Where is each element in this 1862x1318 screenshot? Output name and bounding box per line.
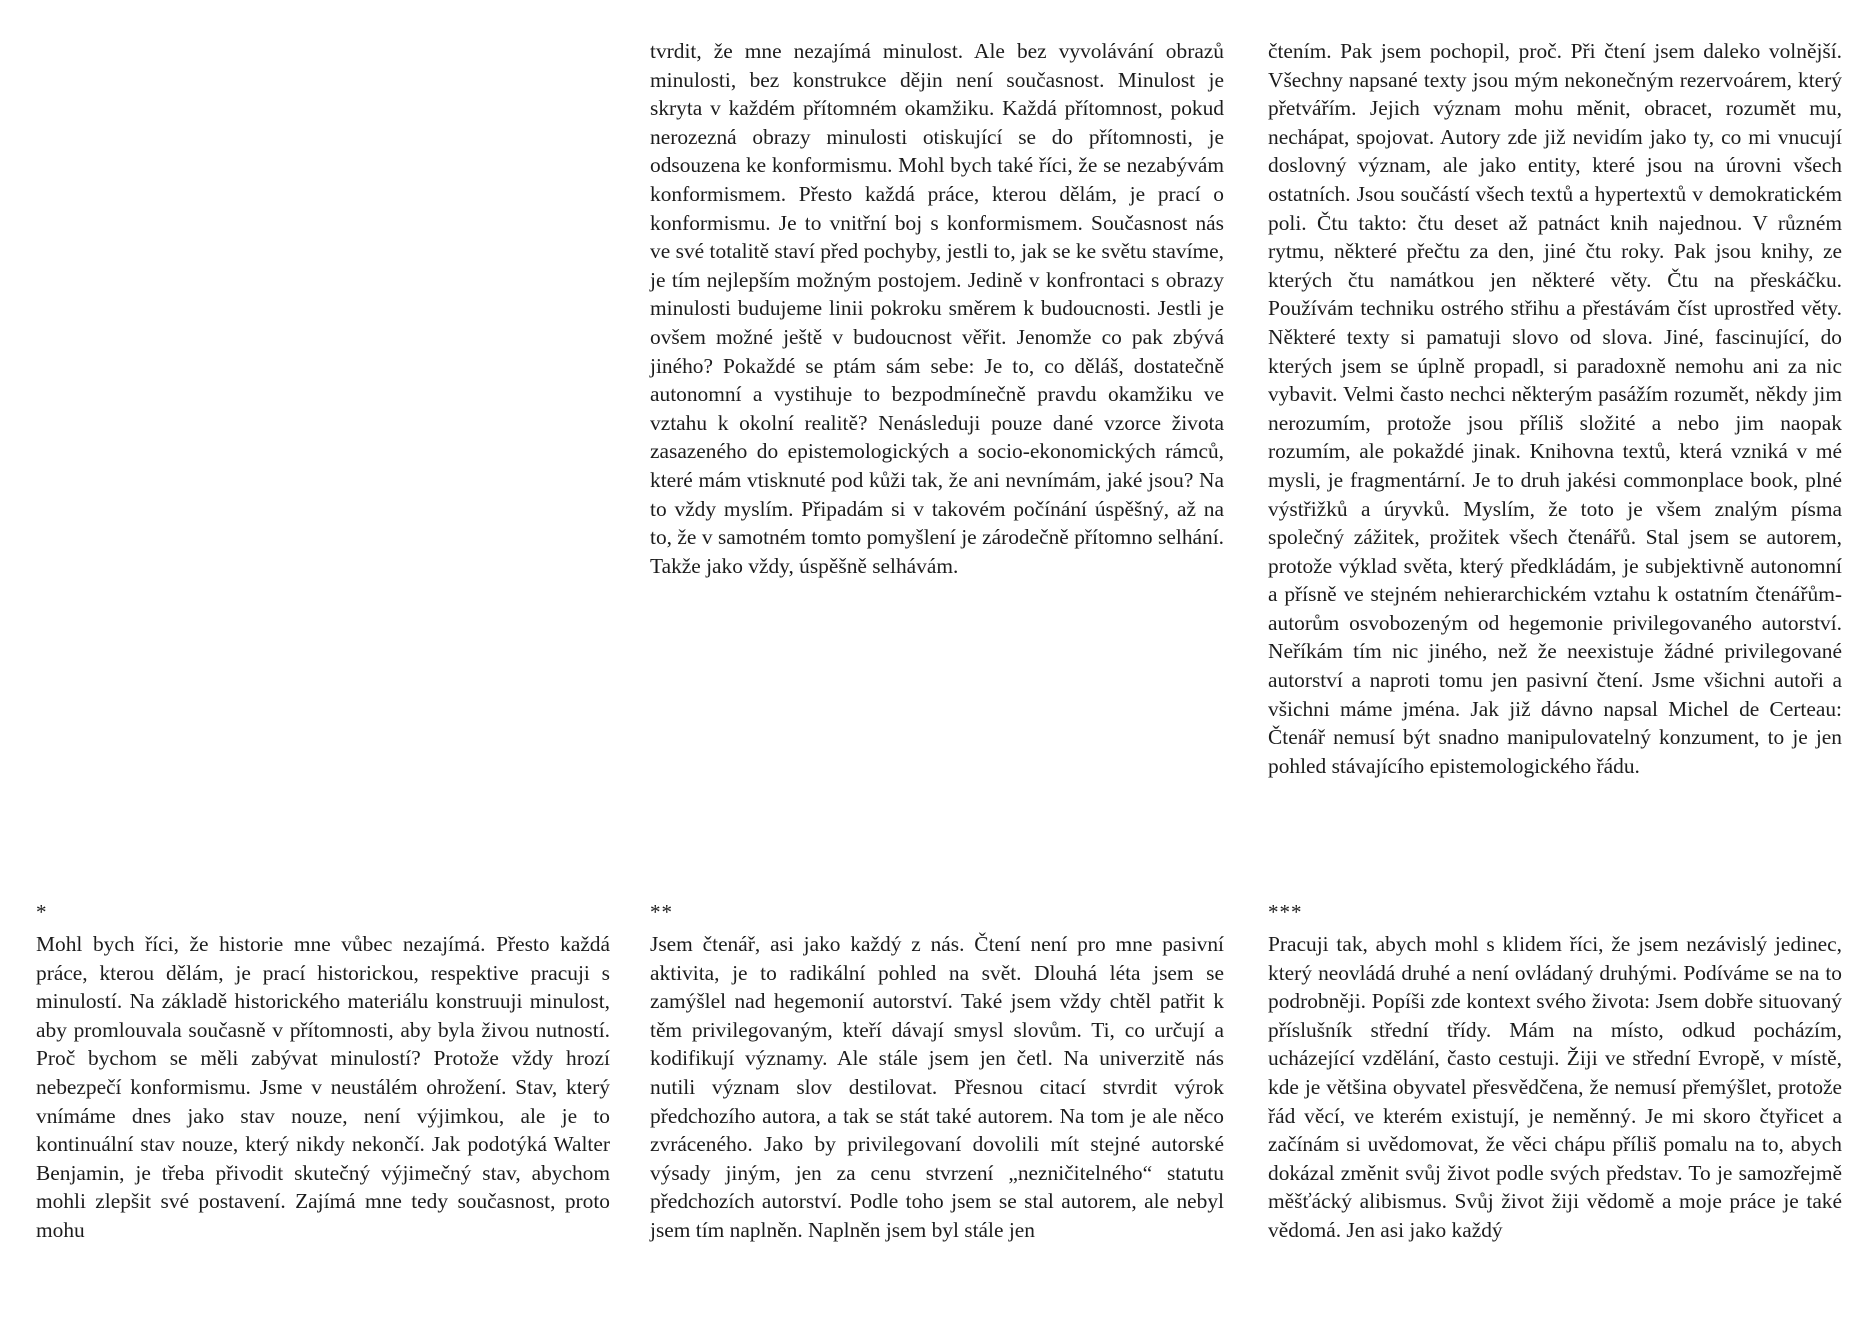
paragraph: čtením. Pak jsem pochopil, proč. Při čtení jsem daleko volnější. Všechny napsané texty jsou mým nekonečným rezervoárem, který přetvářím. Jejich význam mohu měnit, obracet, rozumět mu, nechápat, spojovat. Autory zde již nevidím jako ty, co mi vnucují doslovný význam, ale jako entity, které jsou na úrovni všech ostatních. Jsou součástí všech textů a hypertextů v demokratickém poli. Čtu takto: čtu deset až patnáct knih najednou. V různém rytmu, některé přečtu za den, jiné čtu roky. Pak jsou knihy, ze kterých čtu namátkou jen některé věty. Čtu na přeskáčku. Používám techniku ostrého střihu a přestávám číst uprostřed věty. Některé texty si pamatuji slovo od slova. Jiné, fascinující, do kterých jsem se úplně propadl, si paradoxně nemohu ani za nic vybavit. Velmi často nechci některým pasážím rozumět, někdy jim nerozumím, protože jsou příliš složité a nebo jim naopak rozumím, ale pokaždé jinak. Knihovna textů, která vzniká v mé mysli, je fragmentární. Je to druh jakési commonplace book, plné výstřižků a úryvků. Myslím, že toto je všem znalým písma společný zážitek, prožitek všech čtenářů. Stal jsem se autorem, protože výklad světa, který předkládám, je subjektivně autonomní a přísně ve stejném nehierarchickém vztahu k ostatním čtenářům-autorům osvobozeným od hegemonie privilegovaného autorství. Neříkám tím nic jiného, než že neexistuje žádné privilegované autorství a naproti tomu jen pasivní čtení. Jsme všichni autoři a všichni máme jména. Jak již dávno napsal Michel de Certeau: Čtenář nemusí být snadno manipulovatelný konzument, to je jen pohled stávajícího epistemologického řádu. bbox=[1268, 39, 1842, 778]
column-2-section-text bbox=[650, 930, 1224, 1245]
column-3-continued-text bbox=[1268, 37, 1842, 780]
paragraph: Pracuji tak, abych mohl s klidem říci, že jsem nezávislý jedinec, který neovládá druhé a není ovládaný druhými. Podíváme se na to podrobněji. Popíši zde kontext svého života: Jsem dobře situovaný příslušník střední třídy. Mám na místo, odkud pocházím, ucházející vzdělání, často cestuji. Žiji ve střední Evropě, v místě, kde je většina obyvatel přesvědčena, že nemusí přemýšlet, protože řád věcí, ve kterém existují, je neměnný. Je mi skoro čtyřicet a začínám si uvědomovat, že věci chápu příliš pomalu na to, abych dokázal změnit svůj život podle svých představ. To je samozřejmě měšťácký alibismus. Svůj život žiji vědomě a moje práce je také vědomá. Jen asi jako každý bbox=[1268, 932, 1842, 1242]
section-marker-1: * bbox=[36, 900, 48, 924]
paragraph: tvrdit, že mne nezajímá minulost. Ale bez vyvolávání obrazů minulosti, bez konstrukce dějin není současnost. Minulost je skryta v každém přítomném okamžiku. Každá přítomnost, pokud nerozezná obrazy minulosti otiskující se do přítomnosti, je odsouzena ke konformismu. Mohl bych také říci, že se nezabývám konformismem. Přesto každá práce, kterou dělám, je prací o konformismu. Je to vnitřní boj s konformismem. Současnost nás ve své totalitě staví před pochyby, jestli to, jak se ke světu stavíme, je tím nejlepším možným postojem. Jedině v konfrontaci s obrazy minulosti budujeme linii pokroku směrem k budoucnosti. Jestli je ovšem možné ještě v budoucnost věřit. Jenomže co pak zbývá jiného? Pokaždé se ptám sám sebe: Je to, co děláš, dostatečně autonomní a vystihuje to bezpodmínečně pravdu okamžiku ve vztahu k okolní realitě? Nenásleduji pouze dané vzorce života zasazeného do epistemologických a socio-ekonomických rámců, které mám vtisknuté pod kůži tak, že ani nevnímám, jaké jsou? Na to vždy myslím. Připadám si v takovém počínání úspěšný, až na to, že v samotném tomto pomyšlení je zárodečně přítomno selhání. Takže jako vždy, úspěšně selhávám. bbox=[650, 39, 1224, 578]
paragraph: Jsem čtenář, asi jako každý z nás. Čtení není pro mne pasivní aktivita, je to radikální pohled na svět. Dlouhá léta jsem se zamýšlel nad hegemonií autorství. Také jsem vždy chtěl patřit k těm privilegovaným, kteří dávají smysl slovům. Ti, co určují a kodifikují významy. Ale stále jsem jen četl. Na univerzitě nás nutili význam slov destilovat. Přesnou citací stvrdit výrok předchozího autora, a tak se stát také autorem. Na tom je ale něco zvráceného. Jako by privilegovaní dovolili mít stejné autorské výsady jiným, jen za cenu stvrzení „nezničitelného“ statutu předchozích autorství. Podle toho jsem se stal autorem, ale nebyl jsem tím naplněn. Naplněn jsem byl stále jen bbox=[650, 932, 1224, 1242]
section-marker-2: ** bbox=[650, 900, 673, 924]
column-2-continued-text bbox=[650, 37, 1224, 580]
column-3-section-text bbox=[1268, 930, 1842, 1245]
section-marker-3: *** bbox=[1268, 900, 1303, 924]
column-1-section-text bbox=[36, 930, 610, 1245]
paragraph: Mohl bych říci, že historie mne vůbec nezajímá. Přesto každá práce, kterou dělám, je prací historickou, respektive pracuji s minulostí. Na základě historického materiálu konstruuji minulost, aby promlouvala současně v přítomnosti, aby byla živou nutností. Proč bychom se měli zabývat minulostí? Protože vždy hrozí nebezpečí konformismu. Jsme v neustálém ohrožení. Stav, který vnímáme dnes jako stav nouze, není výjimkou, ale je to kontinuální stav nouze, který nikdy nekončí. Jak podotýká Walter Benjamin, je třeba přivodit skutečný výjimečný stav, abychom mohli zlepšit své postavení. Zajímá mne tedy současnost, proto mohu bbox=[36, 932, 610, 1242]
